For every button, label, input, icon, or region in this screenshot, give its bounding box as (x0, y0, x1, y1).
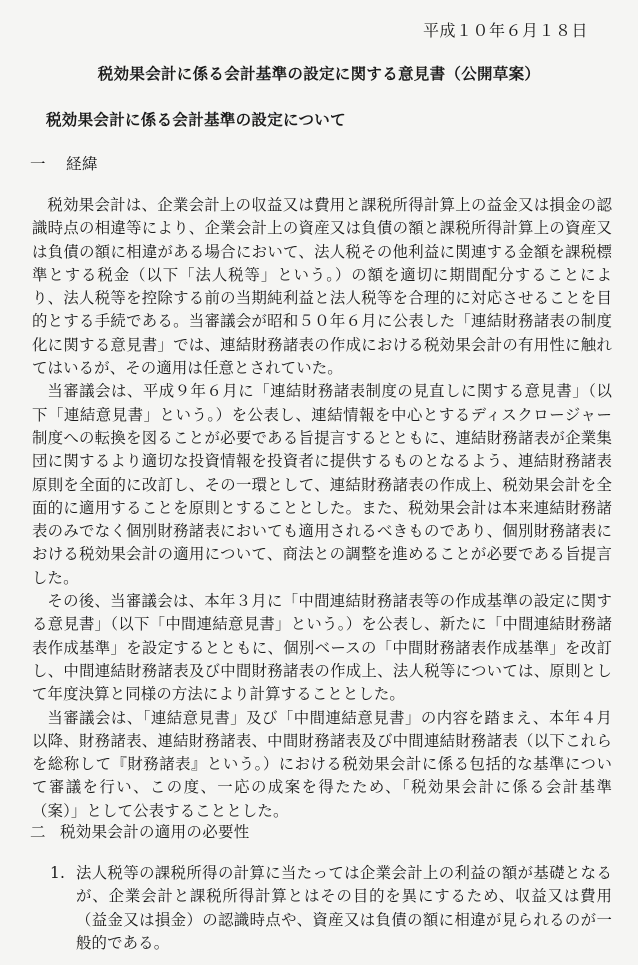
section-number-1: 一 (30, 155, 47, 173)
document-date: 平成１０年６月１８日 (422, 21, 588, 40)
list-item (50, 862, 612, 955)
paragraph: 当審議会は、「連結意見書」及び「中間連結意見書」の内容を踏まえ、本年４月以降、財務諸表、連結財務諸表、中間財務諸表及び中間連結財務諸表（以下これらを総称して『財務諸表』という。）における税効果会計に係る包括的な基準について審議を行い、この度、一応の成案を得たため、「税効果会計に係る会計基準（案）」として公表することとした。 (32, 708, 612, 820)
paragraph: 当審議会は、平成９年６月に「連結財務諸表制度の見直しに関する意見書」（以下「連結意見書」という。）を公表し、連結情報を中心とするディスクロージャー制度への転換を図ることが必要である旨提言するとともに、連結財務諸表が企業集団に関するより適切な投資情報を投資者に提供するものとなるよう、連結財務諸表原則を全面的に改訂し、その一環として、連結財務諸表の作成上、税効果会計を全面的に適用することを原則とすることとした。また、税効果会計は本来連結財務諸表のみでなく個別財務諸表においても適用されるべきものであり、個別財務諸表における税効果会計の適用について、商法との調整を進めることが必要である旨提言した。 (32, 382, 612, 587)
section-heading-2 (30, 820, 250, 842)
paragraph: 税効果会計は、企業会計上の収益又は費用と課税所得計算上の益金又は損金の認識時点の相違等により、企業会計上の資産又は負債の額と課税所得計算上の資産又は負債の額に相違がある場合において、法人税その他利益に関連する金額を課税標準とする税金（以下「法人税等」という。）の額を適切に期間配分することにより、法人税等を控除する前の当期純利益と法人税等を合理的に対応させることを目的とする手続である。当審議会が昭和５０年６月に公表した「連結財務諸表の制度化に関する意見書」では、連結財務諸表の作成における税効果会計の有用性に触れてはいるが、その適用は任意とされていた。 (32, 196, 612, 378)
section-number-2: 二 (30, 823, 46, 841)
list-item-number: 1. (50, 864, 65, 882)
section-title-2: 税効果会計の適用の必要性 (60, 823, 250, 841)
section-title-1: 経緯 (66, 155, 99, 173)
list-item-text: 法人税等の課税所得の計算に当たっては企業会計上の利益の額が基礎となるが、企業会計と課税所得計算とはその目的を異にするため、収益又は費用（益金又は損金）の認識時点や、資産又は負債の額に相違が見られるのが一般的である。 (76, 864, 612, 952)
paragraph: その後、当審議会は、本年３月に「中間連結財務諸表等の作成基準の設定に関する意見書」（以下「中間連結意見書」という。）を公表し、新たに「中間連結財務諸表作成基準」を設定するとともに、個別ベースの「中間財務諸表作成基準」を改訂し、中間連結財務諸表及び中間財務諸表の作成上、法人税等については、原則として年度決算と同様の方法により計算することとした。 (32, 592, 612, 704)
section-heading-1 (30, 152, 98, 174)
section-body-1 (32, 194, 612, 823)
document-title: 税効果会計に係る会計基準の設定に関する意見書（公開草案） (97, 64, 541, 83)
document-subtitle: 税効果会計に係る会計基準の設定について (46, 110, 346, 129)
